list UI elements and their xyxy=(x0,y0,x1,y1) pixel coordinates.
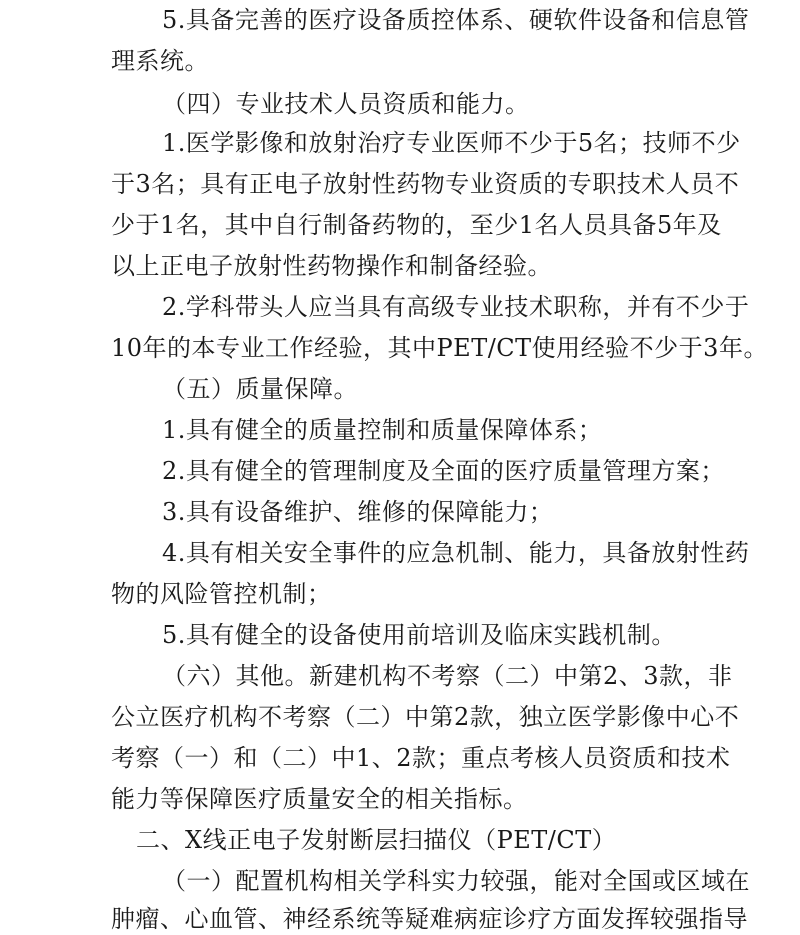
paragraph-line: 5.具备完善的医疗设备质控体系、硬软件设备和信息管 xyxy=(162,6,750,34)
paragraph-line: 1.具有健全的质量控制和质量保障体系； xyxy=(162,416,603,444)
paragraph-line: 能力等保障医疗质量安全的相关指标。 xyxy=(111,785,528,813)
subsection-heading: （一）配置机构相关学科实力较强，能对全国或区域在 xyxy=(162,867,750,895)
paragraph-line: 肿瘤、心血管、神经系统等疑难病症诊疗方面发挥较强指导 xyxy=(111,905,748,933)
paragraph-line: 物的风险管控机制； xyxy=(111,580,332,608)
paragraph-line: 于3名；具有正电子放射性药物专业资质的专职技术人员不 xyxy=(111,170,740,198)
subsection-heading: （四）专业技术人员资质和能力。 xyxy=(162,90,530,118)
paragraph-line: 少于1名，其中自行制备药物的，至少1名人员具备5年及 xyxy=(111,211,722,239)
subsection-heading: （五）质量保障。 xyxy=(162,375,358,403)
paragraph-line: 1.医学影像和放射治疗专业医师不少于5名；技师不少 xyxy=(162,129,741,157)
paragraph-line: 以上正电子放射性药物操作和制备经验。 xyxy=(111,252,552,280)
paragraph-line: 公立医疗机构不考察（二）中第2款，独立医学影像中心不 xyxy=(111,703,740,731)
paragraph-line: 2.具有健全的管理制度及全面的医疗质量管理方案； xyxy=(162,457,725,485)
section-heading: 二、X线正电子发射断层扫描仪（PET/CT） xyxy=(136,826,617,854)
paragraph-line: 考察（一）和（二）中1、2款；重点考核人员资质和技术 xyxy=(111,744,731,772)
paragraph-line: 10年的本专业工作经验，其中PET/CT使用经验不少于3年。 xyxy=(111,334,768,362)
paragraph-line: 4.具有相关安全事件的应急机制、能力，具备放射性药 xyxy=(162,539,750,567)
subsection-heading: （六）其他。新建机构不考察（二）中第2、3款，非 xyxy=(162,662,733,690)
paragraph-line: 理系统。 xyxy=(111,47,209,75)
paragraph-line: 2.学科带头人应当具有高级专业技术职称，并有不少于 xyxy=(162,293,750,321)
paragraph-line: 3.具有设备维护、维修的保障能力； xyxy=(162,498,554,526)
paragraph-line: 5.具有健全的设备使用前培训及临床实践机制。 xyxy=(162,621,676,649)
